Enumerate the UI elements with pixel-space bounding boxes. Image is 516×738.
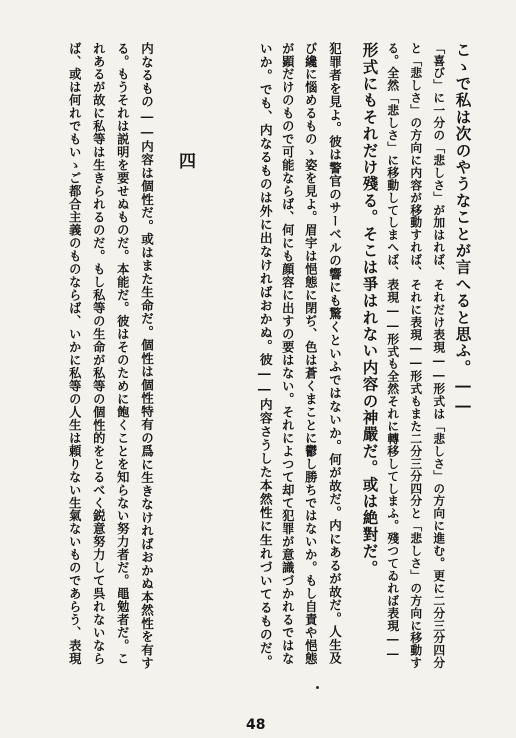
text-line-11: る。もうそれは説明を要せぬものだ。本能だ。彼はそのために飽くことを知らない努力者だ。黽勉者だ。こ [115, 42, 131, 666]
text-line-7: び纔に惱めるものゝ姿を見よ。眉宇は悒態に閉ぢ、色は蒼くまことに鬱し勝ちではないか。もし自責や悒態 [303, 42, 319, 666]
section-heading: 四 [175, 152, 195, 169]
text-line-13: ば、或は何れでもいゝご都合主義のものならば、いかに私等の人生は頼りない生氣ないものであらう、表現 [67, 42, 83, 666]
text-line-10: 内なるもの――内容は個性だ。或はまた生命だ。個性は個性特有の爲に生きなければおかぬ本然性を有す [139, 42, 155, 670]
ink-dot [316, 686, 319, 689]
text-line-3: と「悲しさ」の方向に内容が移動すれば、それに表現――形式もまた二分三分四分と「悲しさ」の方向に移動す [408, 42, 423, 670]
text-line-6: 犯罪者を見よ。彼は警官のサーベルの響にも驚くといふではないか。何が故だ。内にあるが故だ。人生及 [327, 42, 343, 665]
text-line-2: 「喜び」に一分の「悲しさ」が加はれば、それだけ表現――形式は「悲しさ」の方向に進む。更に二分三分四分 [431, 42, 446, 670]
text-line-1: こゝで私は次のやうなことが言へると思ふ。―― [453, 42, 473, 417]
text-line-4: る。全然「悲しさ」に移動してしまへば、表現――形式も全然それに轉移してしまふ。殘つてゐれば表現―― [385, 42, 400, 662]
text-line-12: れあるが故に私等は生きられるのだ。もし私等の生命が私等の個性的をとるべく鋭意努力して呉れないなら [91, 42, 107, 666]
text-line-5: 形式にもそれだけ殘る。そこは爭はれない内容の神嚴だ。或は絶對だ。 [360, 42, 380, 577]
text-line-9: いか。でも、内なるものは外に出なければおかぬ。彼――内容さうした本然性に生れづいてるものだ。 [256, 42, 272, 669]
text-line-8: が顕だけのもので可能ならば、何にも顔容に出すの要はない。それによつて却て犯罪が意識づかれるではな [280, 42, 296, 666]
page-number: 48 [246, 717, 266, 733]
